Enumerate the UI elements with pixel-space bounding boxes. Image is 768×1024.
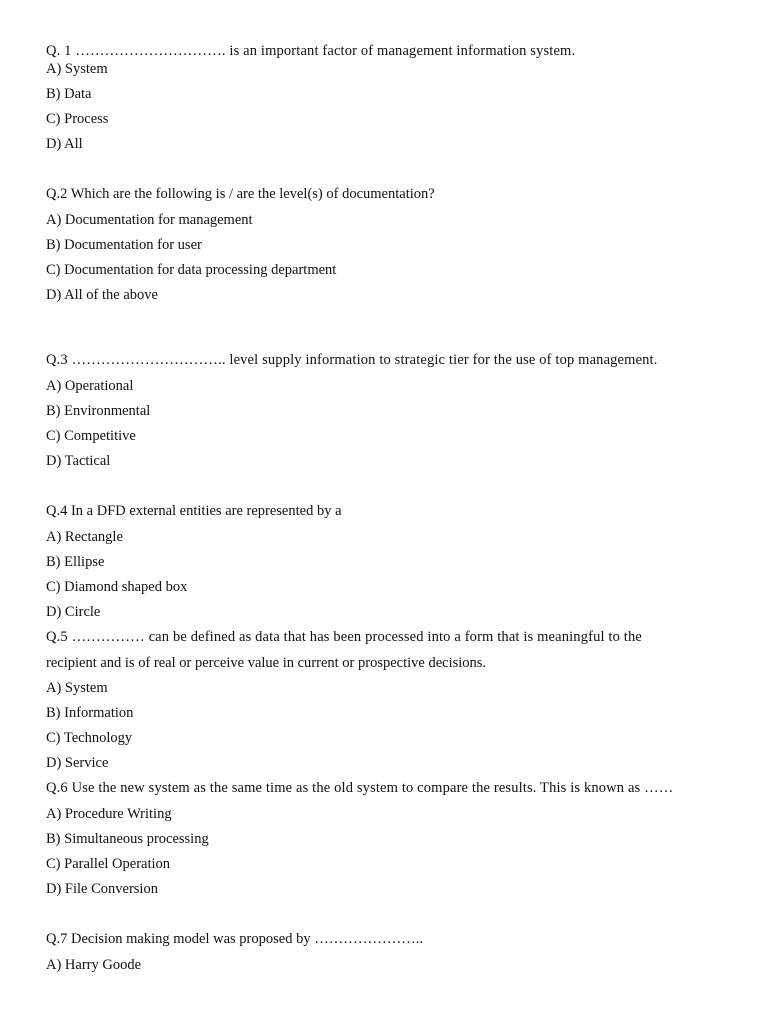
question-6-option-a: A) Procedure Writing bbox=[46, 806, 172, 822]
question-1-option-c: C) Process bbox=[46, 111, 109, 127]
question-3-option-b: B) Environmental bbox=[46, 403, 151, 419]
question-4-option-d: D) Circle bbox=[46, 604, 101, 620]
question-2-option-c: C) Documentation for data processing department bbox=[46, 262, 337, 278]
question-1-option-a: A) System bbox=[46, 61, 108, 77]
question-5-option-a: A) System bbox=[46, 680, 108, 696]
question-5-prompt: Q.5 …………… can be defined as data that has been processed into a form that is meaningful to the bbox=[46, 629, 642, 645]
question-4-option-a: A) Rectangle bbox=[46, 529, 123, 545]
question-3-option-a: A) Operational bbox=[46, 378, 134, 394]
question-4-option-c: C) Diamond shaped box bbox=[46, 579, 188, 595]
question-5-prompt-continued: recipient and is of real or perceive value in current or prospective decisions. bbox=[46, 655, 487, 671]
question-2-option-b: B) Documentation for user bbox=[46, 237, 202, 253]
question-2-option-d: D) All of the above bbox=[46, 287, 158, 303]
question-3-prompt: Q.3 ………………………….. level supply information to strategic tier for the use of top management. bbox=[46, 352, 658, 368]
question-6-option-d: D) File Conversion bbox=[46, 881, 158, 897]
question-5-option-d: D) Service bbox=[46, 755, 109, 771]
question-3-option-c: C) Competitive bbox=[46, 428, 136, 444]
question-1-option-b: B) Data bbox=[46, 86, 92, 102]
question-7-prompt: Q.7 Decision making model was proposed by ………………….. bbox=[46, 931, 423, 947]
question-1-prompt: Q. 1 …………………………. is an important factor of management information system. bbox=[46, 43, 576, 59]
question-6-option-c: C) Parallel Operation bbox=[46, 856, 171, 872]
question-5-option-b: B) Information bbox=[46, 705, 134, 721]
question-4-prompt: Q.4 In a DFD external entities are represented by a bbox=[46, 503, 342, 519]
question-4-option-b: B) Ellipse bbox=[46, 554, 105, 570]
question-5-option-c: C) Technology bbox=[46, 730, 133, 746]
question-1-option-d: D) All bbox=[46, 136, 83, 152]
question-6-option-b: B) Simultaneous processing bbox=[46, 831, 209, 847]
question-7-option-a: A) Harry Goode bbox=[46, 957, 142, 973]
question-6-prompt: Q.6 Use the new system as the same time as the old system to compare the results. This is known as …… bbox=[46, 780, 674, 796]
question-2-prompt: Q.2 Which are the following is / are the level(s) of documentation? bbox=[46, 186, 435, 202]
question-3-option-d: D) Tactical bbox=[46, 453, 111, 469]
question-2-option-a: A) Documentation for management bbox=[46, 212, 253, 228]
